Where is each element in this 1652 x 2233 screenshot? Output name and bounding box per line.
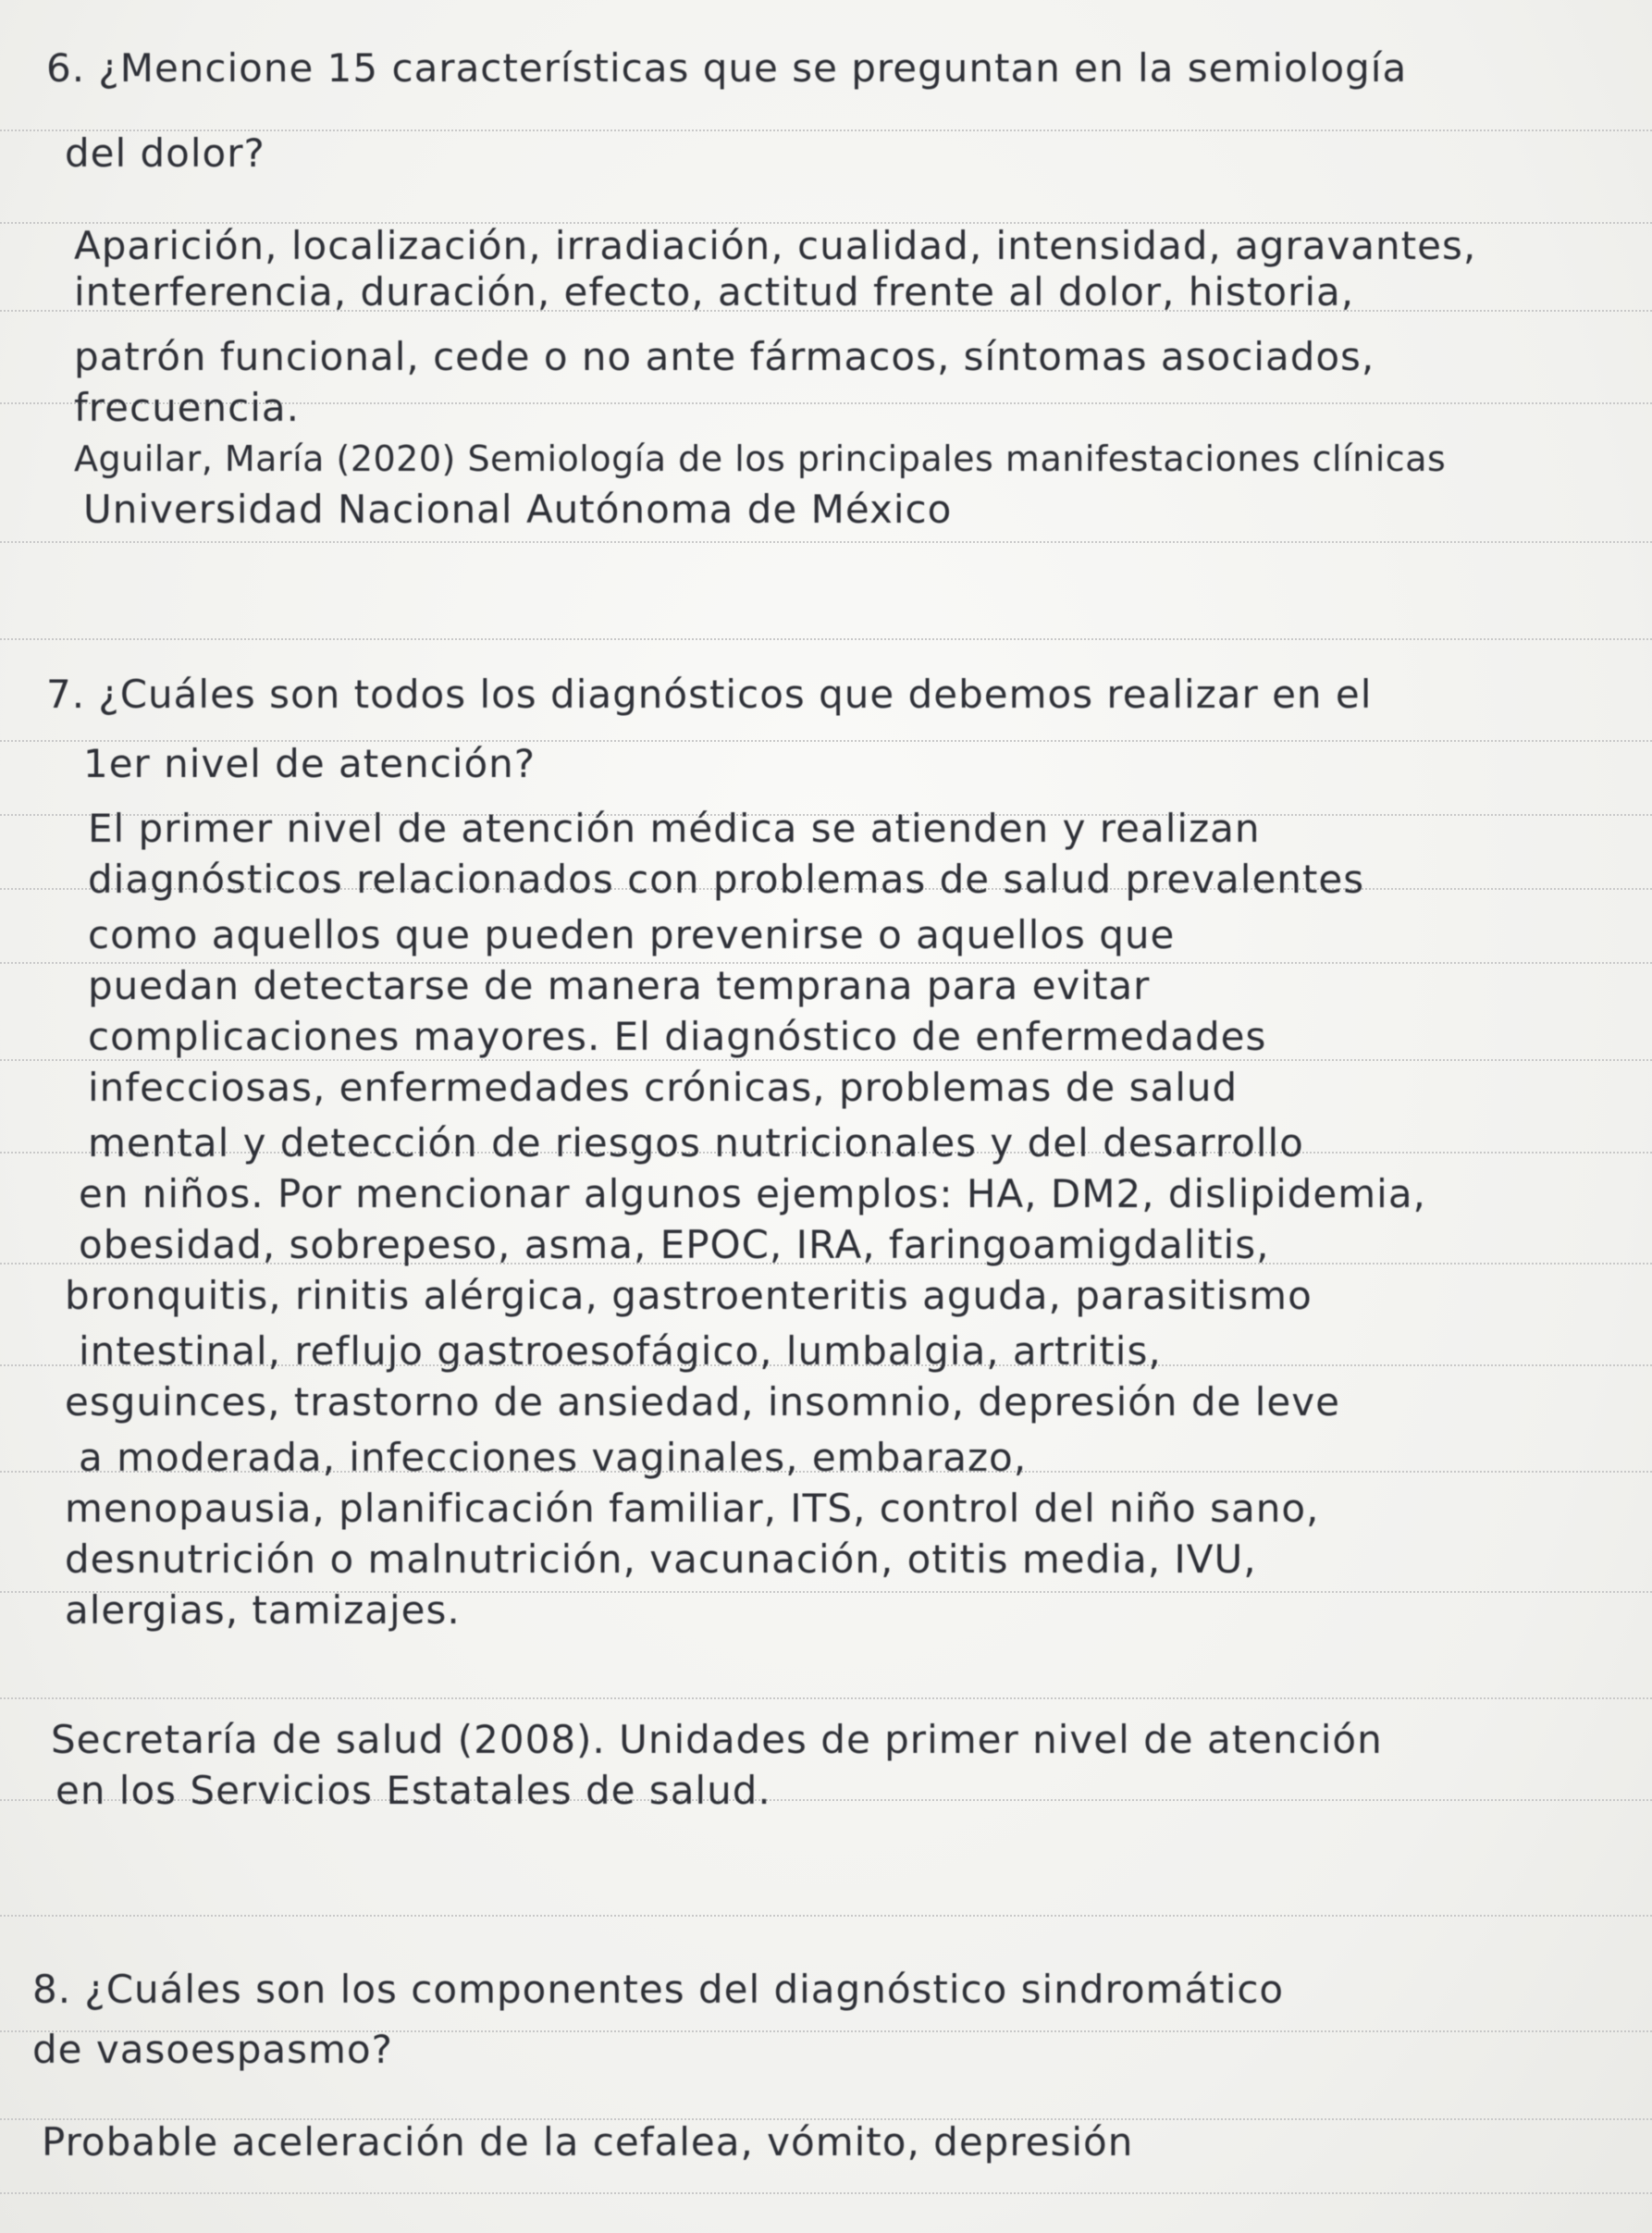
answer-7-line-13: a moderada, infecciones vaginales, embarazo,: [79, 1435, 1028, 1480]
answer-7-line-1: El primer nivel de atención médica se atienden y realizan: [88, 806, 1261, 851]
question-8-line-1: 8. ¿Cuáles son los componentes del diagnóstico sindromático: [32, 1967, 1285, 2012]
answer-7-line-4: puedan detectarse de manera temprana para evitar: [88, 963, 1151, 1008]
question-7-line-2: 1er nivel de atención?: [83, 741, 536, 786]
answer-7-line-3: como aquellos que pueden prevenirse o aquellos que: [88, 912, 1176, 957]
answer-6-line-2: interferencia, duración, efecto, actitud frente al dolor, historia,: [74, 269, 1355, 315]
reference-7-line-1: Secretaría de salud (2008). Unidades de primer nivel de atención: [51, 1717, 1383, 1762]
answer-7-line-9: obesidad, sobrepeso, asma, EPOC, IRA, faringoamigdalitis,: [79, 1222, 1270, 1267]
ruled-line: [0, 1915, 1652, 1917]
answer-6-line-4: frecuencia.: [74, 385, 300, 430]
question-8-line-2: de vasoespasmo?: [32, 2027, 393, 2072]
ruled-line: [0, 2192, 1652, 2194]
answer-7-line-12: esguinces, trastorno de ansiedad, insomnio, depresión de leve: [65, 1379, 1340, 1425]
answer-7-line-6: infecciosas, enfermedades crónicas, problemas de salud: [88, 1065, 1239, 1110]
answer-6-line-1: Aparición, localización, irradiación, cualidad, intensidad, agravantes,: [74, 223, 1477, 268]
reference-6-line-2: Universidad Nacional Autónoma de México: [83, 487, 953, 532]
answer-7-line-5: complicaciones mayores. El diagnóstico de enfermedades: [88, 1014, 1267, 1059]
answer-7-line-14: menopausia, planificación familiar, ITS, control del niño sano,: [65, 1486, 1320, 1531]
answer-7-line-15: desnutrición o malnutrición, vacunación, otitis media, IVU,: [65, 1536, 1257, 1582]
answer-7-line-16: alergias, tamizajes.: [65, 1587, 461, 1633]
question-6-line-1: 6. ¿Mencione 15 características que se preguntan en la semiología: [46, 45, 1408, 91]
answer-7-line-2: diagnósticos relacionados con problemas de salud prevalentes: [88, 857, 1365, 902]
reference-6-line-1: Aguilar, María (2020) Semiología de los principales manifestaciones clínicas: [74, 438, 1447, 479]
answer-7-line-11: intestinal, reflujo gastroesofágico, lumbalgia, artritis,: [79, 1328, 1162, 1374]
reference-7-line-2: en los Servicios Estatales de salud.: [55, 1768, 771, 1813]
question-7-line-1: 7. ¿Cuáles son todos los diagnósticos que debemos realizar en el: [46, 672, 1373, 717]
answer-6-line-3: patrón funcional, cede o no ante fármacos, síntomas asociados,: [74, 334, 1375, 379]
answer-7-line-8: en niños. Por mencionar algunos ejemplos: HA, DM2, dislipidemia,: [79, 1171, 1426, 1216]
ruled-line: [0, 541, 1652, 543]
answer-7-line-10: bronquitis, rinitis alérgica, gastroenteritis aguda, parasitismo: [65, 1273, 1313, 1318]
answer-7-line-7: mental y detección de riesgos nutricionales y del desarrollo: [88, 1120, 1304, 1166]
ruled-line: [0, 1697, 1652, 1699]
ruled-line: [0, 638, 1652, 640]
answer-8-line-1: Probable aceleración de la cefalea, vómito, depresión: [42, 2119, 1134, 2165]
question-6-line-2: del dolor?: [65, 130, 265, 176]
